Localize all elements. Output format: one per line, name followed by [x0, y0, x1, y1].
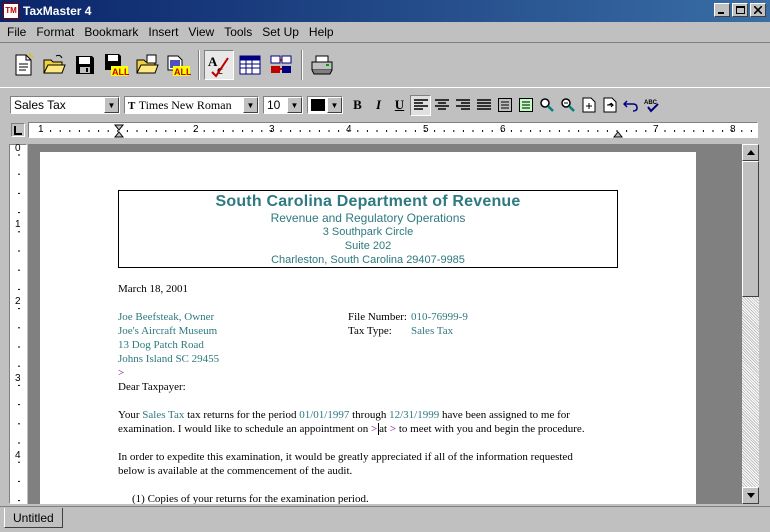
- paragraph-line: examination. I would like to schedule an appointment on > at > to meet with you and begin the procedure.: [118, 423, 585, 435]
- font-select[interactable]: [124, 96, 259, 114]
- spell-check-icon: [206, 52, 232, 78]
- tax-type-label: Tax Type:: [348, 325, 392, 337]
- align-left-icon: [414, 99, 428, 111]
- save-all-icon: [103, 52, 129, 78]
- document-tab-bar: [0, 506, 770, 532]
- menu-help[interactable]: Help: [308, 25, 334, 39]
- spelling-button[interactable]: [641, 95, 662, 116]
- spell-check-button[interactable]: [204, 50, 234, 80]
- arrow-up-icon: [747, 150, 755, 155]
- bold-button[interactable]: B: [353, 97, 362, 112]
- field-marker: >: [370, 423, 378, 435]
- next-field-button[interactable]: [599, 95, 620, 116]
- vertical-ruler[interactable]: [9, 144, 27, 504]
- tab-stop-selector[interactable]: [11, 123, 25, 137]
- insert-field-button[interactable]: [578, 95, 599, 116]
- find-button[interactable]: [536, 95, 557, 116]
- table-icon: [238, 54, 262, 76]
- paragraph-line: In order to expedite this examination, it would be greatly appreciated if all of the information requested: [118, 451, 573, 463]
- chevron-down-icon[interactable]: ▼: [287, 97, 302, 113]
- letterhead-address: Charleston, South Carolina 29407-9985: [271, 254, 465, 266]
- letterhead-address: 3 Southpark Circle: [322, 226, 414, 238]
- right-indent-marker: [614, 132, 622, 137]
- style-select[interactable]: [10, 96, 120, 114]
- italic-button[interactable]: I: [375, 97, 382, 112]
- border-button[interactable]: [494, 95, 515, 116]
- ruler-number: 3: [269, 124, 275, 135]
- minimize-button[interactable]: [714, 3, 730, 17]
- horizontal-ruler[interactable]: [28, 122, 758, 138]
- align-left-button[interactable]: [410, 95, 431, 116]
- paragraph-line: Your Sales Tax tax returns for the period 01/01/1997 through 12/31/1999 have been assigned to me for: [118, 409, 570, 421]
- left-tab-icon: [14, 126, 23, 135]
- svg-text:ABC: ABC: [643, 100, 657, 106]
- left-indent-marker: [115, 132, 123, 137]
- chevron-down-icon[interactable]: ▼: [104, 97, 119, 113]
- scroll-up-button[interactable]: [742, 144, 759, 161]
- menu-view[interactable]: View: [188, 25, 215, 39]
- open-all-button[interactable]: [132, 50, 162, 80]
- menu-insert[interactable]: Insert: [148, 25, 179, 39]
- align-right-icon: [456, 99, 470, 111]
- svg-text:ALL: ALL: [112, 67, 129, 77]
- ruler-number: 4: [15, 450, 21, 461]
- ruler-number: 0: [15, 143, 21, 154]
- letter-date: March 18, 2001: [118, 283, 188, 295]
- shade-icon: [519, 98, 533, 112]
- chevron-down-icon[interactable]: ▼: [243, 97, 258, 113]
- toolbar-separator: [301, 50, 303, 80]
- save-icon: [73, 53, 97, 77]
- ruler-number: 3: [15, 373, 21, 384]
- chevron-down-icon[interactable]: ▼: [327, 97, 342, 113]
- merge-fields-icon: [269, 54, 293, 76]
- underline-button[interactable]: U: [394, 97, 405, 112]
- file-number-value: 010-76999-9: [411, 311, 468, 323]
- scroll-down-button[interactable]: [742, 487, 759, 504]
- new-document-icon: [12, 53, 34, 77]
- svg-text:ALL: ALL: [174, 67, 191, 77]
- ruler-number: 6: [500, 124, 506, 135]
- ruler-number: 7: [653, 124, 659, 135]
- scroll-thumb[interactable]: [742, 161, 759, 297]
- paragraph-line: below is available at the commencement of the audit.: [118, 465, 353, 477]
- align-center-button[interactable]: [431, 95, 452, 116]
- font-size-select[interactable]: [263, 96, 303, 114]
- svg-text:c: c: [217, 62, 223, 77]
- document-page[interactable]: [40, 152, 696, 504]
- tab-untitled[interactable]: Untitled: [4, 508, 63, 528]
- field-marker: >: [389, 423, 397, 435]
- new-document-button[interactable]: [8, 50, 38, 80]
- spelling-icon: [643, 97, 661, 113]
- toolbar-separator: [198, 50, 200, 80]
- open-all-icon: [135, 54, 159, 76]
- magnifier-icon: [539, 97, 555, 113]
- recipient-line: Johns Island SC 29455: [118, 353, 220, 365]
- ruler-number: 8: [730, 124, 736, 135]
- minimize-icon: [718, 6, 726, 14]
- ruler-number: 1: [15, 219, 21, 230]
- border-icon: [498, 98, 512, 112]
- print-button[interactable]: [307, 50, 337, 80]
- open-button[interactable]: [39, 50, 69, 80]
- table-button[interactable]: [235, 50, 265, 80]
- list-item: (1) Copies of your returns for the examination period.: [132, 493, 369, 504]
- ruler-number: 1: [38, 124, 44, 135]
- merge-fields-button[interactable]: [266, 50, 296, 80]
- title-bar: [0, 0, 770, 22]
- salutation: Dear Taxpayer:: [118, 381, 186, 393]
- close-button[interactable]: [750, 3, 766, 17]
- insert-field-icon: [582, 97, 596, 113]
- close-icon: [754, 6, 762, 14]
- maximize-icon: [736, 6, 745, 15]
- letterhead-subtitle: Revenue and Regulatory Operations: [270, 211, 466, 225]
- printer-icon: [309, 54, 335, 76]
- ruler-number: 2: [15, 296, 21, 307]
- menu-setup[interactable]: Set Up: [262, 25, 299, 39]
- app-icon[interactable]: TM: [3, 3, 19, 19]
- ruler-number: 5: [423, 124, 429, 135]
- ruler-ticks: [29, 123, 759, 139]
- open-folder-icon: [42, 54, 66, 76]
- format-toolbar: [10, 92, 690, 118]
- shade-button[interactable]: [515, 95, 536, 116]
- justify-icon: [477, 99, 491, 111]
- arrow-down-icon: [747, 493, 755, 498]
- main-toolbar: [0, 42, 770, 88]
- recipient-line: 13 Dog Patch Road: [118, 339, 204, 351]
- ruler-number: 2: [193, 124, 199, 135]
- align-right-button[interactable]: [452, 95, 473, 116]
- maximize-button[interactable]: [732, 3, 748, 17]
- menu-tools[interactable]: Tools: [224, 25, 253, 39]
- find-replace-icon: [560, 97, 576, 113]
- first-indent-marker: [115, 125, 123, 130]
- menu-bookmark[interactable]: Bookmark: [84, 25, 139, 39]
- font-size-value: 10: [267, 98, 281, 112]
- next-field-icon: [603, 97, 617, 113]
- style-value: Sales Tax: [14, 98, 66, 112]
- save-all-button[interactable]: [101, 50, 131, 80]
- justify-button[interactable]: [473, 95, 494, 116]
- recipient-line: Joe Beefsteak, Owner: [118, 311, 215, 323]
- menu-format[interactable]: Format: [36, 25, 75, 39]
- letterhead: [118, 190, 618, 268]
- print-all-icon: [165, 52, 191, 78]
- truetype-icon: T: [128, 99, 136, 112]
- svg-text:A: A: [208, 54, 218, 69]
- window-title: TaxMaster 4: [23, 4, 92, 18]
- color-select[interactable]: [307, 96, 343, 114]
- menu-bar: [0, 22, 770, 42]
- ruler-number: 4: [346, 124, 352, 135]
- replace-button[interactable]: [557, 95, 578, 116]
- undo-icon: [623, 98, 639, 112]
- align-center-icon: [435, 99, 449, 111]
- color-swatch: [311, 99, 325, 111]
- vertical-scrollbar[interactable]: [742, 144, 759, 504]
- menu-file[interactable]: File: [7, 25, 27, 39]
- print-all-button[interactable]: [163, 50, 193, 80]
- recipient-line: Joe's Aircraft Museum: [118, 325, 218, 337]
- save-button[interactable]: [70, 50, 100, 80]
- document-area[interactable]: [28, 144, 742, 504]
- undo-button[interactable]: [620, 95, 641, 116]
- file-number-label: File Number:: [348, 311, 407, 323]
- letterhead-address: Suite 202: [344, 240, 392, 252]
- letterhead-title: South Carolina Department of Revenue: [215, 193, 521, 210]
- field-marker[interactable]: >: [118, 367, 125, 379]
- tax-type-value: Sales Tax: [411, 325, 454, 337]
- font-value: Times New Roman: [138, 97, 232, 112]
